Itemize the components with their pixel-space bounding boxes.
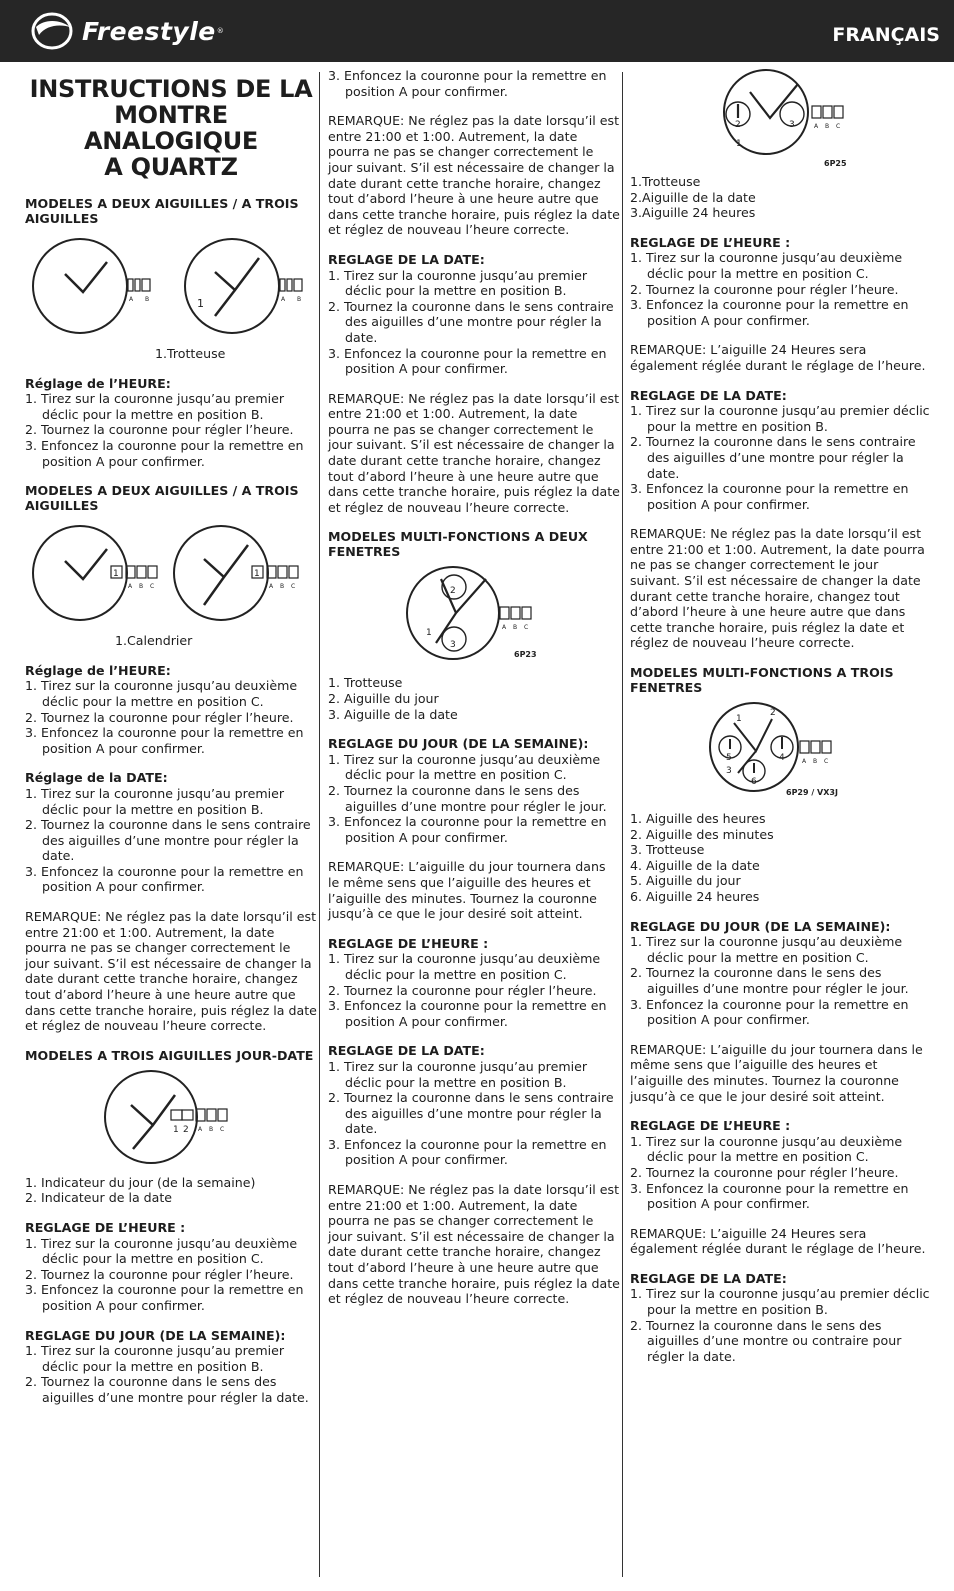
svg-text:2: 2: [770, 708, 776, 719]
svg-text:1: 1: [254, 569, 260, 580]
svg-text:C: C: [524, 624, 529, 632]
section-heading: MODELES A TROIS AIGUILLES JOUR-DATE: [25, 1047, 314, 1063]
column-divider-2: [622, 72, 623, 1577]
svg-text:2: 2: [450, 586, 456, 597]
subheading: REGLAGE DU JOUR (DE LA SEMAINE):: [328, 736, 589, 752]
freestyle-logo-icon: [30, 11, 74, 51]
svg-text:1: 1: [736, 714, 742, 725]
instruction-list: 1. Tirez sur la couronne jusqu’au premier déclic pour la mettre en position B. 2. Tournez la couronne dans le sens des aiguilles d’une montre pour régler la date.: [25, 1343, 309, 1405]
svg-text:C: C: [291, 583, 296, 591]
remark-text: REMARQUE: Ne réglez pas la date lorsqu’il est entre 21:00 et 1:00. Autrement, la date pourra ne pas se changer correctement le jour suivant. S’il est nécessaire de changer la date durant cette tranche horaire, changez tout d’abord l’heure à une heure autre que dans cette tranche horaire, puis réglez la date et réglez de nouveau l’heure correcte.: [25, 909, 317, 1034]
svg-text:C: C: [836, 123, 841, 130]
subheading: REGLAGE DE LA DATE:: [630, 1270, 787, 1286]
svg-text:3: 3: [726, 766, 732, 777]
svg-text:B: B: [813, 758, 818, 766]
instruction-list: 1. Tirez sur la couronne jusqu’au premier déclic pour la mettre en position B. 2. Tournez la couronne dans le sens contraire des aiguilles d’une montre pour régler la date. 3. Enfoncez la couronne pour la remettre en position A pour confirmer.: [25, 785, 311, 895]
remark-text: REMARQUE: L’aiguille 24 Heures sera également réglée durant le réglage de l’heure.: [630, 1225, 926, 1257]
subheading: Réglage de la DATE:: [25, 770, 168, 786]
language-label: FRANÇAIS: [832, 24, 940, 46]
svg-text:A: A: [814, 123, 819, 130]
svg-text:A: A: [198, 1125, 203, 1133]
instruction-list: 1. Tirez sur la couronne jusqu’au deuxième déclic pour la mettre en position C. 2. Tournez la couronne dans le sens des aiguilles d’une montre pour régler le jour. 3. Enfoncez la couronne pour la remettre en position A pour confirmer.: [328, 751, 607, 845]
legend-list: 1. Trotteuse 2. Aiguille du jour 3. Aiguille de la date: [328, 675, 458, 722]
remark-text: REMARQUE: Ne réglez pas la date lorsqu’il est entre 21:00 et 1:00. Autrement, la date pourra ne pas se changer correctement le jour suivant. S’il est nécessaire de changer la date durant cette tranche horaire, changez tout d’abord l’heure à une heure autre que dans cette tranche horaire, puis réglez la date et réglez de nouveau l’heure correcte.: [630, 526, 925, 651]
svg-text:1: 1: [113, 569, 119, 580]
svg-text:C: C: [824, 758, 829, 766]
subheading: REGLAGE DU JOUR (DE LA SEMAINE):: [630, 918, 891, 934]
legend-list: 1. Indicateur du jour (de la semaine) 2. Indicateur de la date: [25, 1174, 256, 1206]
column-2: [328, 68, 620, 1307]
svg-text:A: A: [502, 624, 507, 632]
column-divider-1: [319, 72, 320, 1577]
instruction-list: 1. Tirez sur la couronne jusqu’au premier déclic pour la mettre en position B. 2. Tournez la couronne dans le sens des aiguilles d’une montre ou contraire pour régler la date.: [630, 1286, 930, 1364]
svg-text:B: B: [513, 624, 518, 632]
instruction-list: 1. Tirez sur la couronne jusqu’au premier déclic pour la mettre en position B. 2. Tournez la couronne dans le sens contraire des aiguilles d’une montre pour régler la date. 3. Enfoncez la couronne pour la remettre en position A pour confirmer.: [328, 267, 614, 377]
svg-text:6P23: 6P23: [514, 650, 537, 660]
subheading: REGLAGE DE LA DATE:: [328, 1043, 485, 1059]
brand-name: Freestyle: [82, 16, 216, 46]
svg-text:5: 5: [726, 753, 732, 764]
registered-mark: ®: [216, 27, 224, 35]
subheading: REGLAGE DU JOUR (DE LA SEMAINE):: [25, 1327, 286, 1343]
svg-text:A: A: [281, 296, 286, 303]
header-bar: [0, 0, 954, 62]
svg-text:3: 3: [789, 120, 795, 130]
subheading: REGLAGE DE LA DATE:: [328, 251, 485, 267]
instruction-list: 3. Enfoncez la couronne pour la remettre en position A pour confirmer.: [328, 68, 607, 99]
remark-text: REMARQUE: L’aiguille 24 Heures sera également réglée durant le réglage de l’heure.: [630, 342, 926, 373]
column-1: [25, 68, 317, 1406]
section-heading: MODELES A DEUX AIGUILLES / A TROIS AIGUILLES: [25, 196, 299, 226]
subheading: REGLAGE DE L’HEURE :: [630, 234, 791, 250]
watch-diagram-two-three-hands: [25, 232, 317, 344]
instruction-list: 1. Tirez sur la couronne jusqu’au deuxième déclic pour la mettre en position C. 2. Tournez la couronne pour régler l’heure. 3. Enfoncez la couronne pour la remettre en position A pour confirmer.: [25, 1235, 304, 1313]
section-heading: MODELES A DEUX AIGUILLES / A TROIS AIGUILLES: [25, 483, 299, 514]
instruction-list: 1. Tirez sur la couronne jusqu’au deuxième déclic pour la mettre en position C. 2. Tournez la couronne pour régler l’heure. 3. Enfoncez la couronne pour la remettre en position A pour confirmer.: [25, 678, 304, 756]
figure-caption: 1.Calendrier: [115, 633, 193, 649]
remark-text: REMARQUE: L’aiguille du jour tournera dans le même sens que l’aiguille des heures et l’aiguille des minutes. Tournez la couronne jusqu’à ce que le jour desiré soit atteint.: [328, 859, 606, 922]
section-heading: MODELES MULTI-FONCTIONS A DEUX FENETRES: [328, 529, 588, 560]
instruction-list: 1. Tirez sur la couronne jusqu’au premier déclic pour la mettre en position B. 2. Tournez la couronne pour régler l’heure. 3. Enfoncez la couronne pour la remettre en position A pour confirmer.: [25, 391, 304, 469]
legend-list: 1.Trotteuse 2.Aiguille de la date 3.Aiguille 24 heures: [630, 174, 756, 221]
svg-text:2: 2: [183, 1124, 189, 1135]
svg-text:1: 1: [173, 1124, 179, 1135]
page-title: INSTRUCTIONS DE LA MONTRE ANALOGIQUE A QUARTZ: [29, 75, 313, 181]
subheading: REGLAGE DE L’HEURE :: [328, 935, 489, 951]
remark-text: REMARQUE: Ne réglez pas la date lorsqu’il est entre 21:00 et 1:00. Autrement, la date pourra ne pas se changer correctement le jour suivant. S’il est nécessaire de changer la date durant cette tranche horaire, changez tout d’abord l’heure à une heure autre que dans cette tranche horaire, puis réglez la date et réglez de nouveau l’heure correcte.: [328, 113, 620, 238]
svg-text:2: 2: [735, 120, 741, 130]
instruction-list: 1. Tirez sur la couronne jusqu’au premier déclic pour la mettre en position B. 2. Tournez la couronne dans le sens contraire des aiguilles d’une montre pour régler la date. 3. Enfoncez la couronne pour la remettre en position A pour confirmer.: [328, 1058, 614, 1168]
svg-text:6: 6: [751, 777, 757, 788]
svg-text:C: C: [150, 583, 155, 591]
svg-text:A: A: [128, 583, 133, 591]
svg-text:A: A: [129, 296, 134, 303]
svg-text:B: B: [145, 296, 150, 303]
svg-text:1: 1: [197, 297, 204, 310]
svg-text:1: 1: [426, 628, 432, 639]
svg-text:C: C: [220, 1125, 225, 1133]
svg-text:B: B: [139, 583, 144, 591]
subheading: REGLAGE DE L’HEURE :: [630, 1118, 791, 1134]
subheading: Réglage de l’HEURE:: [25, 662, 171, 678]
svg-text:B: B: [209, 1125, 214, 1133]
subheading: Réglage de l’HEURE:: [25, 375, 171, 391]
watch-diagram-calendar: [25, 519, 317, 631]
watch-diagram-6p23: [328, 565, 620, 665]
svg-text:4: 4: [779, 753, 785, 764]
subheading: REGLAGE DE LA DATE:: [630, 387, 787, 403]
column-3: [630, 68, 930, 1364]
instruction-list: 1. Tirez sur la couronne jusqu’au deuxième déclic pour la mettre en position C. 2. Tournez la couronne pour régler l’heure. 3. Enfoncez la couronne pour la remettre en position A pour confirmer.: [630, 1133, 909, 1212]
instruction-list: 1. Tirez sur la couronne jusqu’au deuxième déclic pour la mettre en position C. 2. Tournez la couronne pour régler l’heure. 3. Enfoncez la couronne pour la remettre en position A pour confirmer.: [630, 250, 909, 328]
brand-logo: [30, 8, 224, 54]
svg-text:6P29 / VX3J: 6P29 / VX3J: [786, 788, 838, 798]
legend-list: 1. Aiguille des heures 2. Aiguille des minutes 3. Trotteuse 4. Aiguille de la date 5. Aiguille du jour 6. Aiguille 24 heures: [630, 811, 774, 904]
section-heading: MODELES MULTI-FONCTIONS A TROIS FENETRES: [630, 665, 894, 696]
figure-caption: 1.Trotteuse: [155, 346, 226, 361]
instruction-list: 1. Tirez sur la couronne jusqu’au deuxième déclic pour la mettre en position C. 2. Tournez la couronne pour régler l’heure. 3. Enfoncez la couronne pour la remettre en position A pour confirmer.: [328, 951, 607, 1029]
subheading: REGLAGE DE L’HEURE :: [25, 1220, 186, 1235]
watch-diagram-6p29: [630, 701, 930, 801]
remark-text: REMARQUE: Ne réglez pas la date lorsqu’il est entre 21:00 et 1:00. Autrement, la date pourra ne pas se changer correctement le jour suivant. S’il est nécessaire de changer la date durant cette tranche horaire, changez tout d’abord l’heure à une heure autre que dans cette tranche horaire, puis réglez la date et réglez de nouveau l’heure correcte.: [328, 390, 620, 515]
svg-text:1: 1: [736, 139, 742, 149]
svg-text:B: B: [280, 583, 285, 591]
instruction-list: 1. Tirez sur la couronne jusqu’au premier déclic pour la mettre en position B. 2. Tournez la couronne dans le sens contraire des aiguilles d’une montre pour régler la date. 3. Enfoncez la couronne pour la remettre en position A pour confirmer.: [630, 403, 930, 512]
svg-text:B: B: [297, 296, 302, 303]
watch-diagram-day-date: [25, 1069, 317, 1165]
svg-text:B: B: [825, 123, 830, 130]
svg-text:A: A: [269, 583, 274, 591]
remark-text: REMARQUE: L’aiguille du jour tournera dans le même sens que l’aiguille des heures et l’aiguille des minutes. Tournez la couronne jusqu’à ce que le jour desiré soit atteint.: [630, 1041, 923, 1104]
remark-text: REMARQUE: Ne réglez pas la date lorsqu’il est entre 21:00 et 1:00. Autrement, la date pourra ne pas se changer correctement le jour suivant. S’il est nécessaire de changer la date durant cette tranche horaire, changez tout d’abord l’heure à une heure autre que dans cette tranche horaire, puis réglez la date et réglez de nouveau l’heure correcte.: [328, 1182, 620, 1307]
instruction-list: 1. Tirez sur la couronne jusqu’au deuxième déclic pour la mettre en position C. 2. Tournez la couronne dans le sens des aiguilles d’une montre pour régler le jour. 3. Enfoncez la couronne pour la remettre en position A pour confirmer.: [630, 934, 909, 1028]
svg-text:3: 3: [450, 640, 456, 651]
svg-text:A: A: [802, 758, 807, 766]
svg-text:6P25: 6P25: [824, 159, 847, 168]
watch-diagram-6p25: [630, 68, 930, 172]
